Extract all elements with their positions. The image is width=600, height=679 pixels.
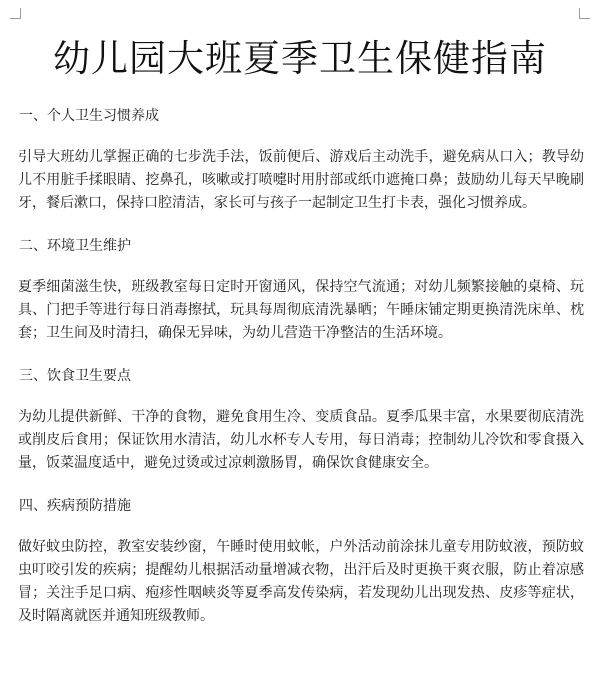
document-title: 幼儿园大班夏季卫生保健指南 [53,37,547,80]
section-disease-prevention [18,493,584,628]
section-paragraph: 为幼儿提供新鲜、干净的食物，避免食用生冷、变质食品。夏季瓜果丰富，水果要彻底清洗或削皮后食用；保证饮用水清洁，幼儿水杯专人专用，每日消毒；控制幼儿冷饮和零食摄入量，饭菜温度适中，避免过烫或过凉刺激肠胃，确保饮食健康安全。 [18,409,584,471]
section-heading: 四、疾病预防措施 [19,498,131,514]
section-heading: 一、个人卫生习惯养成 [19,108,159,124]
section-paragraph: 做好蚊虫防控，教室安装纱窗，午睡时使用蚊帐，户外活动前涂抹儿童专用防蚊液，预防蚊虫叮咬引发的疾病；提醒幼儿根据活动量增减衣物，出汗后及时更换干爽衣服，防止着凉感冒；关注手足口病、疱疹性咽峡炎等夏季高发传染病，若发现幼儿出现发热、皮疹等症状，及时隔离就医并通知班级教师。 [18,539,584,624]
section-diet-hygiene [18,363,584,475]
page-corner-mark-top-right [579,8,590,19]
section-environment-hygiene [18,233,584,345]
document-body [18,103,584,646]
page-corner-mark-top-left [10,8,21,19]
section-personal-hygiene [18,103,584,215]
section-heading: 三、饮食卫生要点 [19,368,131,384]
section-paragraph: 引导大班幼儿掌握正确的七步洗手法，饭前便后、游戏后主动洗手，避免病从口入；教导幼儿不用脏手揉眼睛、挖鼻孔，咳嗽或打喷嚏时用肘部或纸巾遮掩口鼻；鼓励幼儿每天早晚刷牙，餐后漱口，保持口腔清洁，家长可与孩子一起制定卫生打卡表，强化习惯养成。 [18,149,584,211]
section-heading: 二、环境卫生维护 [19,238,131,254]
section-paragraph: 夏季细菌滋生快，班级教室每日定时开窗通风，保持空气流通；对幼儿频繁接触的桌椅、玩具、门把手等进行每日消毒擦拭，玩具每周彻底清洗暴晒；午睡床铺定期更换清洗床单、枕套；卫生间及时清扫，确保无异味，为幼儿营造干净整洁的生活环境。 [18,279,584,341]
